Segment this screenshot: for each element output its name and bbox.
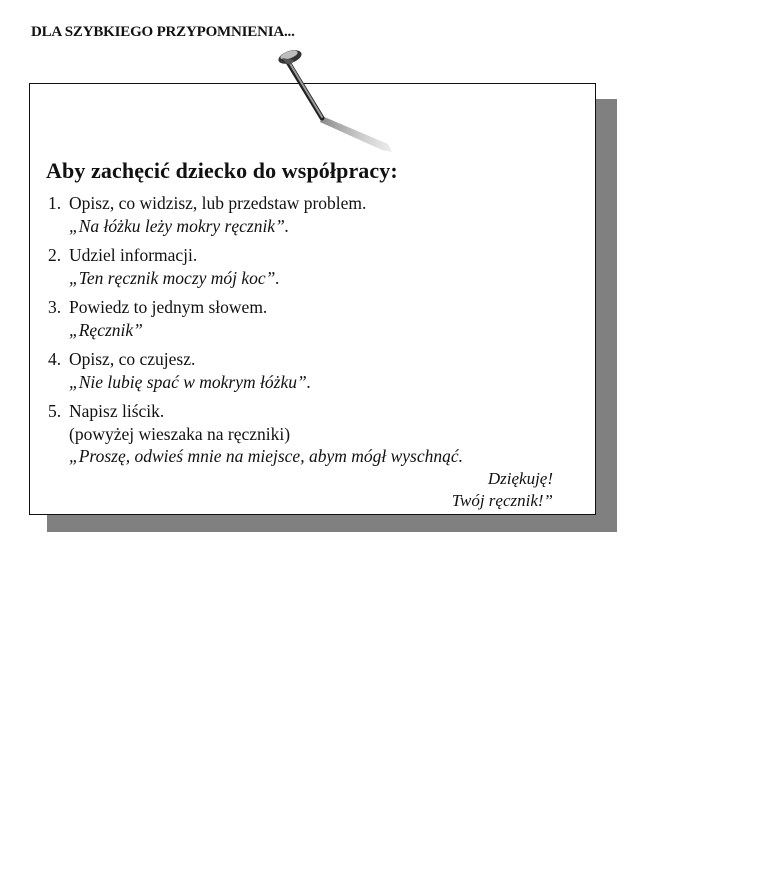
signature-towel: Twój ręcznik!” — [451, 491, 553, 510]
page-header: DLA SZYBKIEGO PRZYPOMNIENIA... — [31, 24, 295, 40]
push-pin-icon — [270, 40, 400, 160]
item-quote: „Ten ręcznik moczy mój koc”. — [69, 267, 280, 288]
list-item-3 — [48, 296, 588, 341]
item-quote: „Nie lubię spać w mokrym łóżku”. — [69, 371, 312, 392]
item-quote: „Na łóżku leży mokry ręcznik”. — [69, 215, 290, 236]
item-text: Opisz, co czujesz. — [69, 349, 196, 369]
list-item-1 — [48, 192, 588, 237]
item-number: 2. — [48, 245, 62, 265]
item-quote: „Proszę, odwieś mnie na miejsce, abym mógł wyschnąć. — [69, 446, 464, 466]
item-text: Udziel informacji. — [69, 245, 198, 265]
item-number: 3. — [48, 297, 62, 317]
list-item-4 — [48, 348, 588, 393]
item-number: 1. — [48, 193, 62, 213]
item-quote: „Ręcznik” — [69, 319, 143, 340]
item-note: (powyżej wieszaka na ręczniki) — [69, 423, 291, 444]
item-number: 5. — [48, 401, 62, 421]
signature-thanks: Dziękuję! — [487, 468, 553, 488]
card-title: Aby zachęcić dziecko do współpracy: — [46, 158, 398, 183]
item-text: Opisz, co widzisz, lub przedstaw problem. — [69, 193, 367, 213]
list-item-2 — [48, 244, 588, 289]
item-text: Powiedz to jednym słowem. — [69, 297, 268, 317]
tips-list — [48, 192, 588, 520]
item-text: Napisz liścik. — [69, 401, 165, 421]
list-item-5 — [48, 400, 588, 513]
item-number: 4. — [48, 349, 62, 369]
